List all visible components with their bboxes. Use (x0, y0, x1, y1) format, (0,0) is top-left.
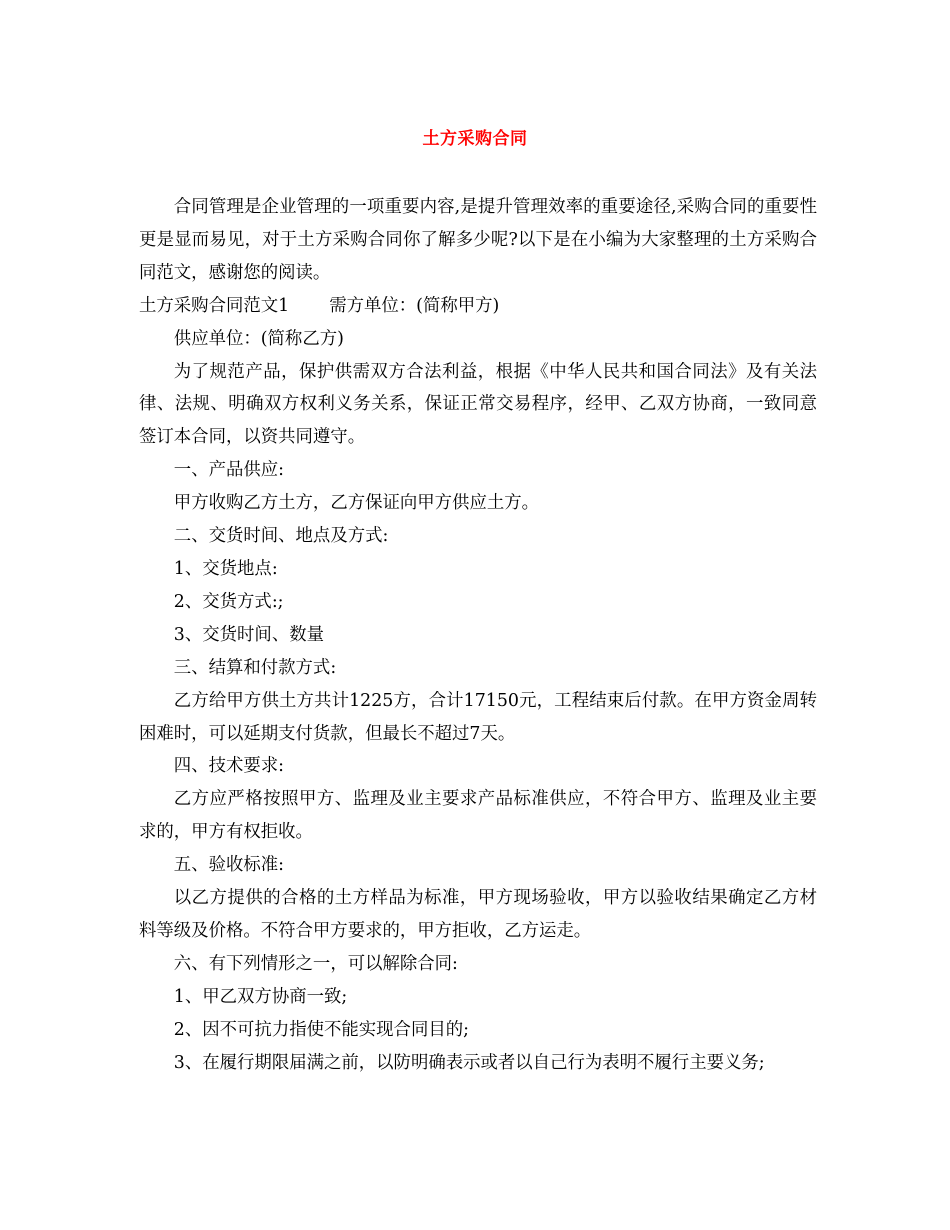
section-1-text: 甲方收购乙方土方，乙方保证向甲方供应土方。 (173, 493, 540, 514)
section-6-heading: 六、有下列情形之一，可以解除合同: (173, 953, 458, 974)
section-2-item-2: 2、交货方式:; (173, 591, 284, 612)
supplier-line: 供应单位：(简称乙方) (173, 328, 344, 349)
preamble-paragraph: 为了规范产品，保护供需双方合法利益，根据《中华人民共和国合同法》及有关法律、法规、明确双方权利义务关系，保证正常交易程序，经甲、乙双方协商，一致同意签订本合同，以资共同遵守。 (139, 361, 817, 448)
document-body (139, 191, 817, 1079)
section-6-item-2: 2、因不可抗力指使不能实现合同目的; (173, 1019, 469, 1040)
section-2-heading: 二、交货时间、地点及方式: (173, 526, 389, 547)
section-4-heading: 四、技术要求: (173, 756, 285, 777)
sample-heading: 土方采购合同范文1 (139, 295, 290, 316)
buyer-line: 需方单位：(简称甲方) (329, 295, 500, 316)
section-3-heading: 三、结算和付款方式: (173, 657, 337, 678)
section-5-text: 以乙方提供的合格的土方样品为标准，甲方现场验收，甲方以验收结果确定乙方材料等级及价格。不符合甲方要求的，甲方拒收，乙方运走。 (139, 888, 817, 941)
section-4-text: 乙方应严格按照甲方、监理及业主要求产品标准供应，不符合甲方、监理及业主要求的，甲方有权拒收。 (139, 789, 817, 843)
sample-heading-line (139, 290, 817, 323)
section-1-heading: 一、产品供应: (173, 460, 285, 481)
section-2-item-1: 1、交货地点: (173, 558, 278, 579)
section-2-item-3: 3、交货时间、数量 (173, 624, 324, 645)
section-3-text: 乙方给甲方供土方共计1225方，合计17150元，工程结束后付款。在甲方资金周转困难时，可以延期支付货款，但最长不超过7天。 (139, 690, 817, 744)
document-title: 土方采购合同 (422, 129, 528, 149)
intro-paragraph: 合同管理是企业管理的一项重要内容,是提升管理效率的重要途径,采购合同的重要性更是显而易见，对于土方采购合同你了解多少呢?以下是在小编为大家整理的土方采购合同范文，感谢您的阅读。 (139, 197, 817, 283)
section-6-item-1: 1、甲乙双方协商一致; (173, 986, 348, 1007)
section-5-heading: 五、验收标准: (173, 855, 285, 876)
section-6-item-3: 3、在履行期限届满之前，以防明确表示或者以自己行为表明不履行主要义务; (173, 1052, 765, 1073)
